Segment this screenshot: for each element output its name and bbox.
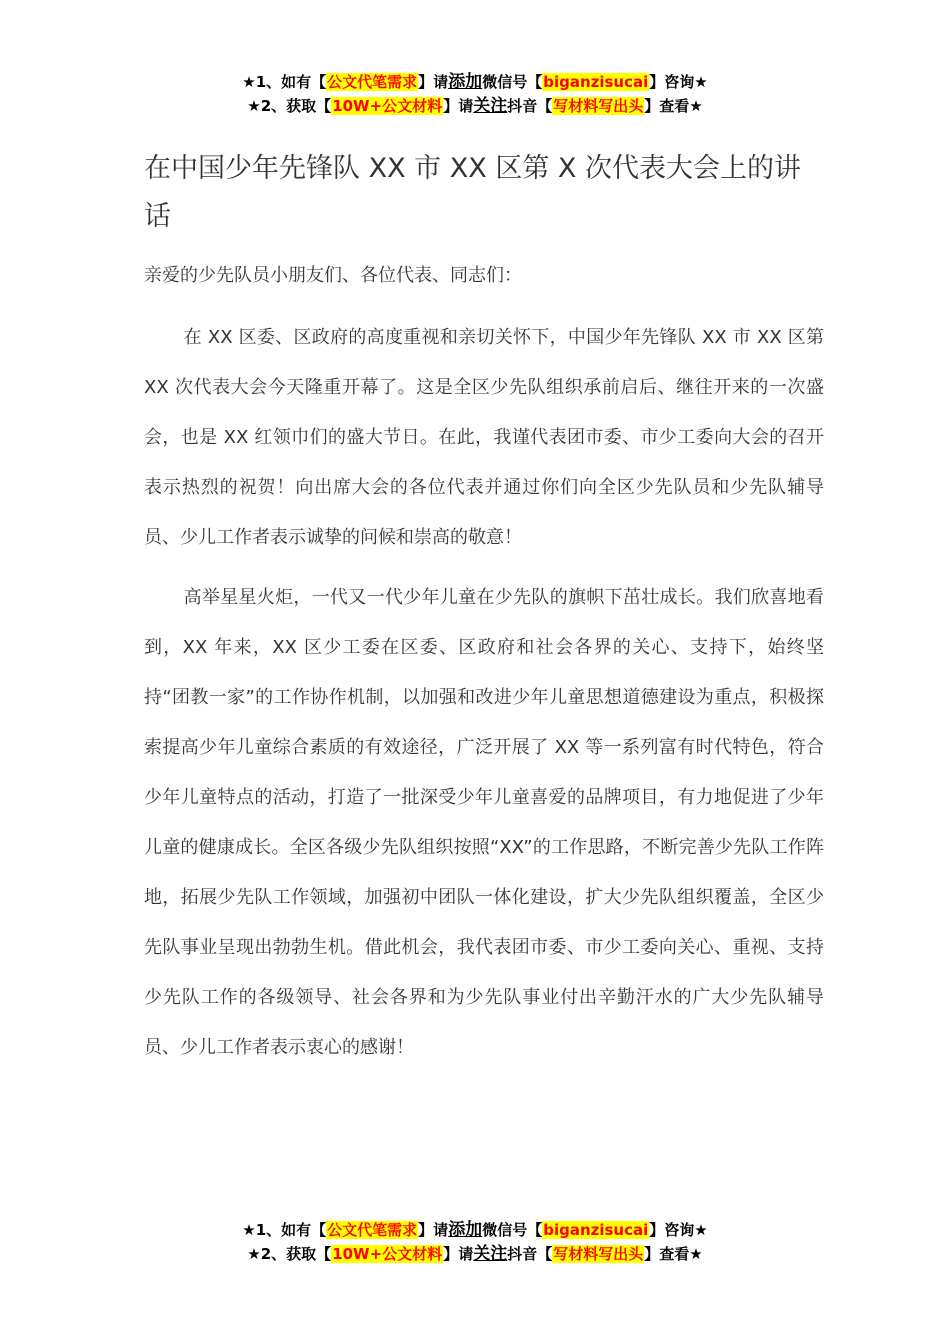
- promo-highlight: 10W+公文材料: [332, 1245, 443, 1263]
- promo-text: 】查看★: [644, 1245, 703, 1263]
- promo-text: 抖音【: [507, 1245, 553, 1263]
- paragraph-1: 在 XX 区委、区政府的高度重视和亲切关怀下，中国少年先锋队 XX 市 XX 区第 XX 次代表大会今天隆重开幕了。这是全区少先队组织承前启后、继往开来的一次盛会，也是 XX 红领巾们的盛大节日。在此，我谨代表团市委、市少工委向大会的召开表示热烈的祝贺！向出席大会的各位代表并通过你们向全区少先队员和少先队辅导员、少儿工作者表示诚挚的问候和崇高的敬意！: [144, 327, 824, 548]
- promo-text: ★2、获取【: [247, 1245, 332, 1263]
- salutation: 亲爱的少先队员小朋友们、各位代表、同志们：: [144, 265, 522, 286]
- promo-line-2: [0, 94, 950, 118]
- promo-text: 】请: [443, 97, 474, 115]
- promo-text: 】查看★: [644, 97, 703, 115]
- promo-text: ★1、如有【: [242, 1221, 327, 1239]
- paragraph-2: 高举星星火炬，一代又一代少年儿童在少先队的旗帜下茁壮成长。我们欣喜地看到，XX 年来，XX 区少工委在区委、区政府和社会各界的关心、支持下，始终坚持“团教一家”的工作协作机制，以加强和改进少年儿童思想道德建设为重点，积极探索提高少年儿童综合素质的有效途径，广泛开展了 XX 等一系列富有时代特色，符合少年儿童特点的活动，打造了一批深受少年儿童喜爱的品牌项目，有力地促进了少年儿童的健康成长。全区各级少先队组织按照“XX”的工作思路，不断完善少先队工作阵地，拓展少先队工作领域，加强初中团队一体化建设，扩大少先队组织覆盖，全区少先队事业呈现出勃勃生机。借此机会，我代表团市委、市少工委向关心、重视、支持少先队工作的各级领导、社会各界和为少先队事业付出辛勤汗水的广大少先队辅导员、少儿工作者表示衷心的感谢！: [144, 587, 824, 1058]
- promo-text: 微信号【: [482, 73, 543, 91]
- document-title: 在中国少年先锋队 XX 市 XX 区第 X 次代表大会上的讲话: [144, 153, 801, 232]
- promo-text: ★2、获取【: [247, 97, 332, 115]
- promo-highlight: 公文代笔需求: [327, 1221, 418, 1239]
- promo-text: 微信号【: [482, 1221, 543, 1239]
- promo-banner-top: [0, 70, 950, 118]
- promo-text: 】咨询★: [649, 1221, 708, 1239]
- promo-text: 】咨询★: [649, 73, 708, 91]
- promo-highlight: 公文代笔需求: [327, 73, 418, 91]
- promo-text: 】请: [418, 73, 449, 91]
- promo-text: 】请: [418, 1221, 449, 1239]
- promo-emphasis: 关注: [473, 1244, 508, 1264]
- promo-highlight: biganzisucai: [543, 1221, 649, 1239]
- promo-highlight: 写材料写出头: [553, 1245, 644, 1263]
- document-body: [144, 145, 824, 1073]
- promo-emphasis: 添加: [448, 1220, 483, 1240]
- promo-highlight: biganzisucai: [543, 73, 649, 91]
- promo-banner-bottom: [0, 1218, 950, 1266]
- promo-line-2: [0, 1242, 950, 1266]
- promo-emphasis: 关注: [473, 96, 508, 116]
- promo-emphasis: 添加: [448, 72, 483, 92]
- promo-text: 抖音【: [507, 97, 553, 115]
- promo-text: ★1、如有【: [242, 73, 327, 91]
- promo-highlight: 写材料写出头: [553, 97, 644, 115]
- promo-highlight: 10W+公文材料: [332, 97, 443, 115]
- promo-line-1: [0, 1218, 950, 1242]
- promo-line-1: [0, 70, 950, 94]
- promo-text: 】请: [443, 1245, 474, 1263]
